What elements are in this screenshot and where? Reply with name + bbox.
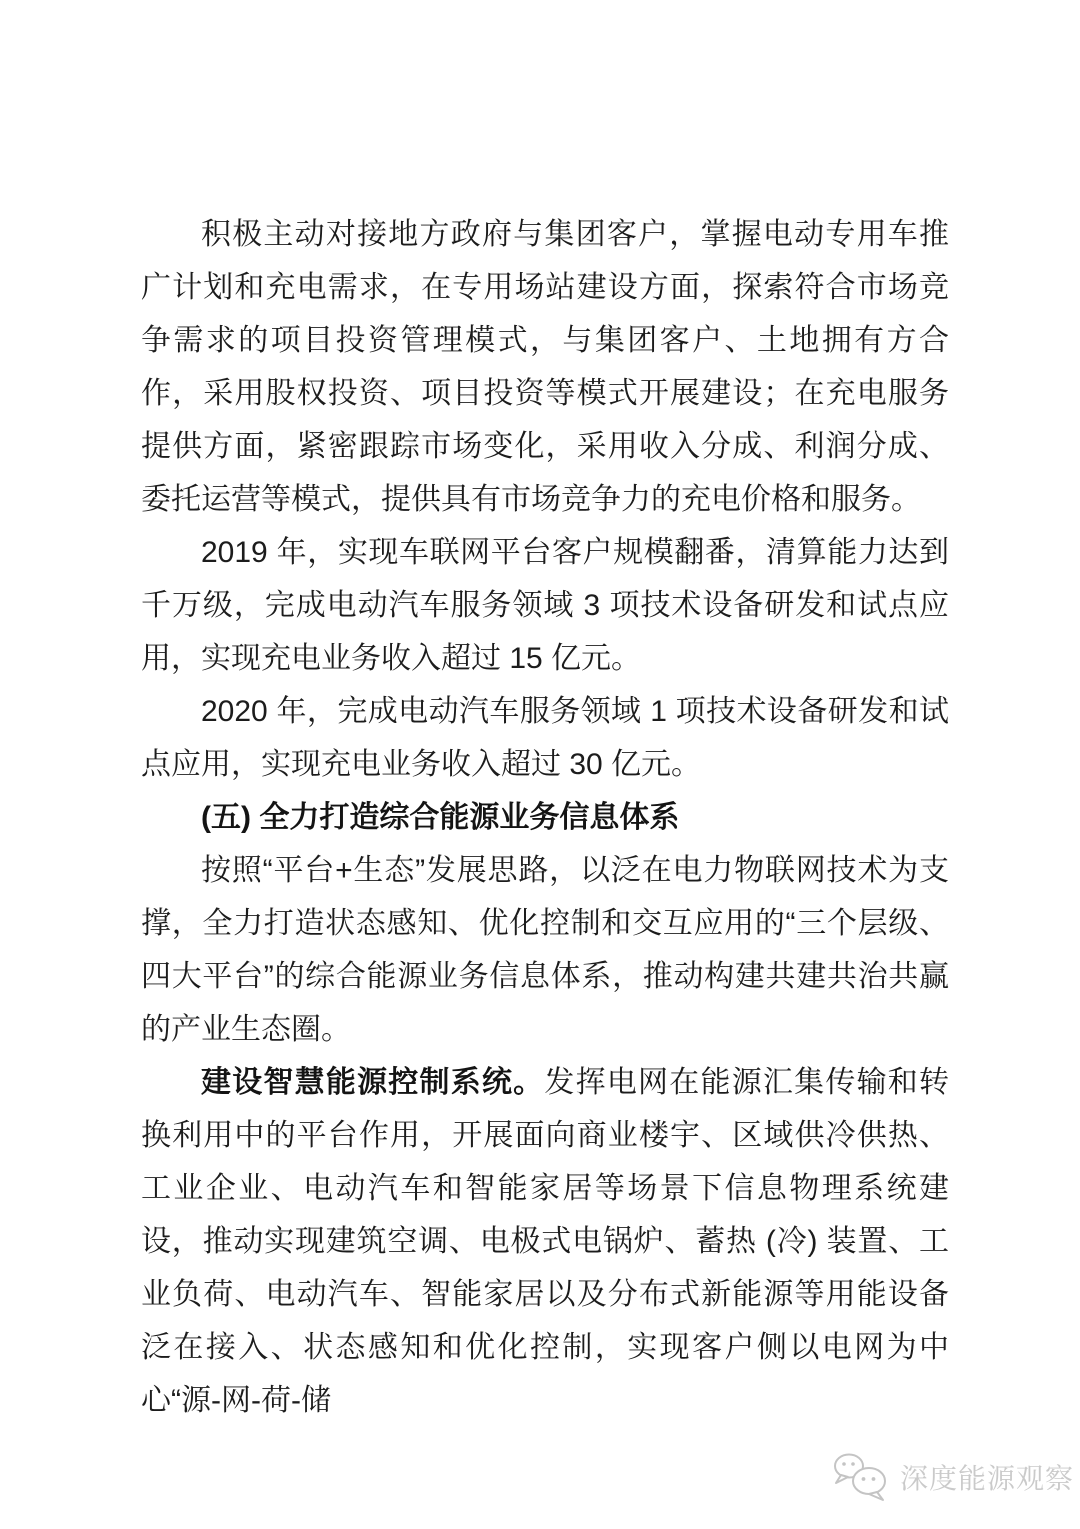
watermark: [832, 1452, 1074, 1502]
paragraph-charging-investment: 积极主动对接地方政府与集团客户，掌握电动专用车推广计划和充电需求，在专用场站建设方面，探索符合市场竞争需求的项目投资管理模式，与集团客户、土地拥有方合作，采用股权投资、项目投资等模式开展建设；在充电服务提供方面，紧密跟踪市场变化，采用收入分成、利润分成、委托运营等模式，提供具有市场竞争力的充电价格和服务。: [141, 218, 949, 516]
wechat-icon: [832, 1452, 890, 1502]
document-body: [141, 208, 949, 1427]
paragraph-2019-target: 2019 年，实现车联网平台客户规模翻番，清算能力达到千万级，完成电动汽车服务领域 3 项技术设备研发和试点应用，实现充电业务收入超过 15 亿元。: [141, 536, 949, 675]
paragraph-smart-energy-text: 发挥电网在能源汇集传输和转换利用中的平台作用，开展面向商业楼宇、区域供冷供热、工业企业、电动汽车和智能家居等场景下信息物理系统建设，推动实现建筑空调、电极式电锅炉、蓄热 (冷) 装置、工业负荷、电动汽车、智能家居以及分布式新能源等用能设备泛在接入、状态感知和优化控制，实现客户侧以电网为中心“源-网-荷-储: [141, 1066, 950, 1417]
bold-lead-smart-energy: 建设智慧能源控制系统。: [201, 1066, 545, 1099]
watermark-label: 深度能源观察: [900, 1463, 1075, 1494]
paragraph-smart-energy-control: [141, 1056, 949, 1427]
paragraph-2020-target: 2020 年，完成电动汽车服务领域 1 项技术设备研发和试点应用，实现充电业务收入超过 30 亿元。: [141, 695, 949, 781]
paragraph-platform-ecosystem: 按照“平台+生态”发展思路，以泛在电力物联网技术为支撑，全力打造状态感知、优化控制和交互应用的“三个层级、四大平台”的综合能源业务信息体系，推动构建共建共治共赢的产业生态圈。: [141, 854, 949, 1046]
section-heading-5: (五) 全力打造综合能源业务信息体系: [201, 801, 680, 834]
